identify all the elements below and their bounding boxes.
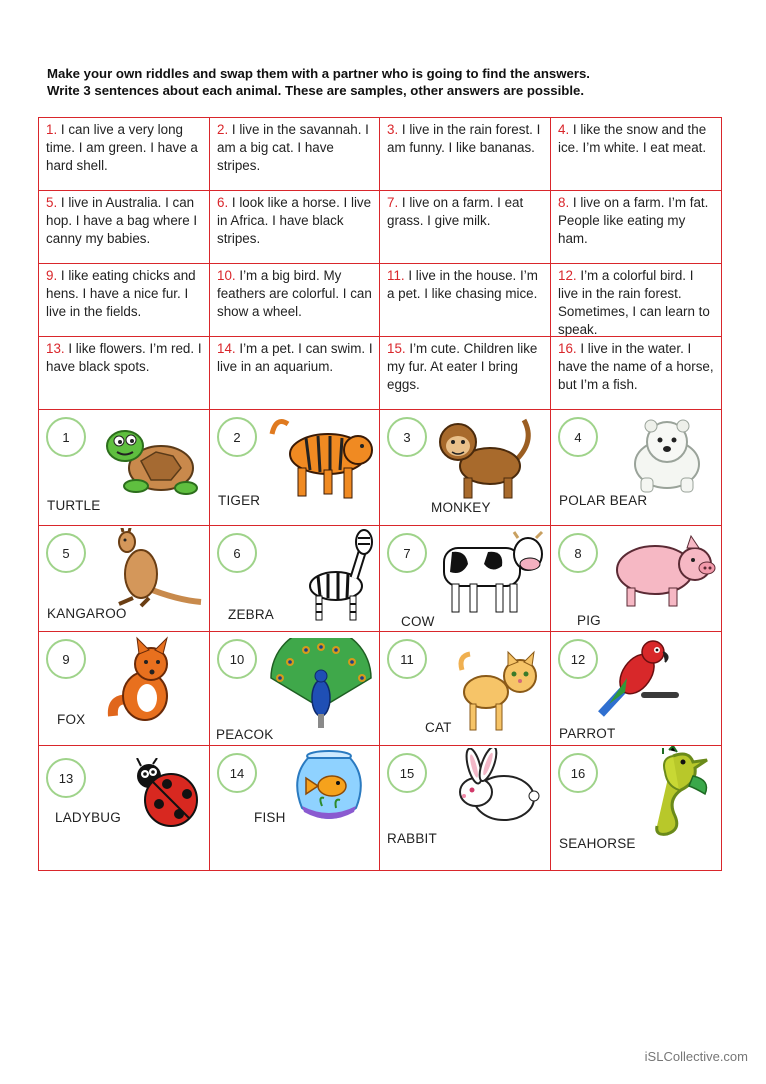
animal-name: KANGAROO [47,606,127,621]
number-circle: 14 [217,753,257,793]
number-circle: 4 [558,417,598,457]
number-circle: 16 [558,753,598,793]
clue-text: I live on a farm. I eat grass. I give milk. [387,195,524,228]
animal-cell-kangaroo [38,525,210,632]
clue-cell-5 [38,190,210,264]
number-circle: 3 [387,417,427,457]
polar-bear-icon [625,416,709,496]
animal-cell-turtle [38,409,210,526]
animal-name: PARROT [559,726,616,741]
clue-text: I look like a horse. I live in Africa. I have black stripes. [217,195,372,246]
animal-name: LADYBUG [55,810,121,825]
clue-cell-15 [379,336,551,410]
animal-name: FISH [254,810,286,825]
seahorse-icon [627,746,713,842]
clue-number: 8. [558,195,570,210]
instruction-line-1: Make your own riddles and swap them with a partner who is going to find the answers. [47,66,590,81]
animal-name: RABBIT [387,831,437,846]
clue-number: 5. [46,195,58,210]
clue-cell-14 [209,336,380,410]
clue-text: I live in the water. I have the name of a horse, but I’m a fish. [558,341,714,392]
clue-number: 4. [558,122,570,137]
number-circle: 15 [387,753,427,793]
clue-text: I like eating chicks and hens. I have a nice fur. I live in the fields. [46,268,196,319]
clue-cell-16 [550,336,722,410]
clue-text: I live in the house. I’m a pet. I like chasing mice. [387,268,538,301]
pig-icon [613,532,717,610]
riddle-grid [38,117,722,871]
number-circle: 11 [387,639,427,679]
animal-name: FOX [57,712,86,727]
number-circle: 5 [46,533,86,573]
number-circle: 13 [46,758,86,798]
animal-name: PIG [577,613,601,628]
animal-cell-pig [550,525,722,632]
clue-number: 10. [217,268,236,283]
clue-number: 14. [217,341,236,356]
animal-name: ZEBRA [228,607,275,622]
clue-cell-11 [379,263,551,337]
animal-cell-cat [379,631,551,746]
instruction-line-2: Write 3 sentences about each animal. These are samples, other answers are possible. [47,83,585,98]
clue-cell-9 [38,263,210,337]
clue-number: 6. [217,195,229,210]
fox-icon [107,636,187,728]
number-circle: 12 [558,639,598,679]
instructions [47,65,737,99]
rabbit-icon [452,748,542,828]
animal-name: PEACOK [216,727,274,742]
clue-text: I live in the rain forest. I am funny. I like bananas. [387,122,541,155]
clue-number: 11. [387,268,405,283]
clue-text: I live in Australia. I can hop. I have a bag where I canny my babies. [46,195,198,246]
clue-number: 9. [46,268,58,283]
number-circle: 1 [46,417,86,457]
number-circle: 10 [217,639,257,679]
clue-cell-13 [38,336,210,410]
animal-name: TIGER [218,493,261,508]
animal-cell-zebra [209,525,380,632]
number-circle: 8 [558,533,598,573]
animal-cell-ladybug [38,745,210,871]
cow-icon [438,530,546,618]
clue-cell-12 [550,263,722,337]
clue-number: 13. [46,341,65,356]
animal-name: COW [401,614,435,629]
watermark: iSLCollective.com [644,1049,748,1064]
peacock-icon [266,638,376,732]
clue-text: I’m cute. Children like my fur. At eater I bring eggs. [387,341,538,392]
clue-number: 2. [217,122,229,137]
clue-text: I live on a farm. I’m fat. People like eating my ham. [558,195,709,246]
animal-cell-tiger [209,409,380,526]
kangaroo-icon [97,528,205,608]
ladybug-icon [127,758,201,832]
cat-icon [456,650,542,734]
animal-cell-monkey [379,409,551,526]
clue-cell-7 [379,190,551,264]
clue-cell-2 [209,117,380,191]
parrot-icon [595,634,681,722]
monkey-icon [424,412,540,502]
clue-number: 12. [558,268,577,283]
clue-text: I’m a colorful bird. I live in the rain forest. Sometimes, I can learn to speak. [558,268,710,337]
animal-cell-fish [209,745,380,871]
clue-cell-4 [550,117,722,191]
clue-number: 7. [387,195,399,210]
clue-number: 15. [387,341,406,356]
clue-cell-1 [38,117,210,191]
zebra-icon [292,528,376,624]
clue-cell-3 [379,117,551,191]
clue-cell-6 [209,190,380,264]
animal-cell-fox [38,631,210,746]
animal-name: MONKEY [431,500,491,515]
animal-cell-seahorse [550,745,722,871]
fish-icon [288,748,370,828]
clue-cell-10 [209,263,380,337]
animal-cell-rabbit [379,745,551,871]
animal-cell-parrot [550,631,722,746]
clue-number: 1. [46,122,58,137]
animal-name: TURTLE [47,498,101,513]
number-circle: 7 [387,533,427,573]
clue-number: 3. [387,122,399,137]
animal-name: SEAHORSE [559,836,636,851]
clue-text: I can live a very long time. I am green. I have a hard shell. [46,122,198,173]
clue-text: I like the snow and the ice. I’m white. I eat meat. [558,122,707,155]
clue-text: I live in the savannah. I am a big cat. I have stripes. [217,122,369,173]
animal-name: CAT [425,720,452,735]
number-circle: 2 [217,417,257,457]
clue-number: 16. [558,341,577,356]
clue-cell-8 [550,190,722,264]
animal-cell-polar-bear [550,409,722,526]
clue-text: I’m a big bird. My feathers are colorful. I can show a wheel. [217,268,372,319]
turtle-icon [101,416,201,502]
animal-cell-cow [379,525,551,632]
clue-text: I’m a pet. I can swim. I live in an aquarium. [217,341,373,374]
animal-name: POLAR BEAR [559,493,648,508]
tiger-icon [266,412,376,504]
number-circle: 9 [46,639,86,679]
animal-cell-peacock [209,631,380,746]
clue-text: I like flowers. I’m red. I have black spots. [46,341,202,374]
number-circle: 6 [217,533,257,573]
